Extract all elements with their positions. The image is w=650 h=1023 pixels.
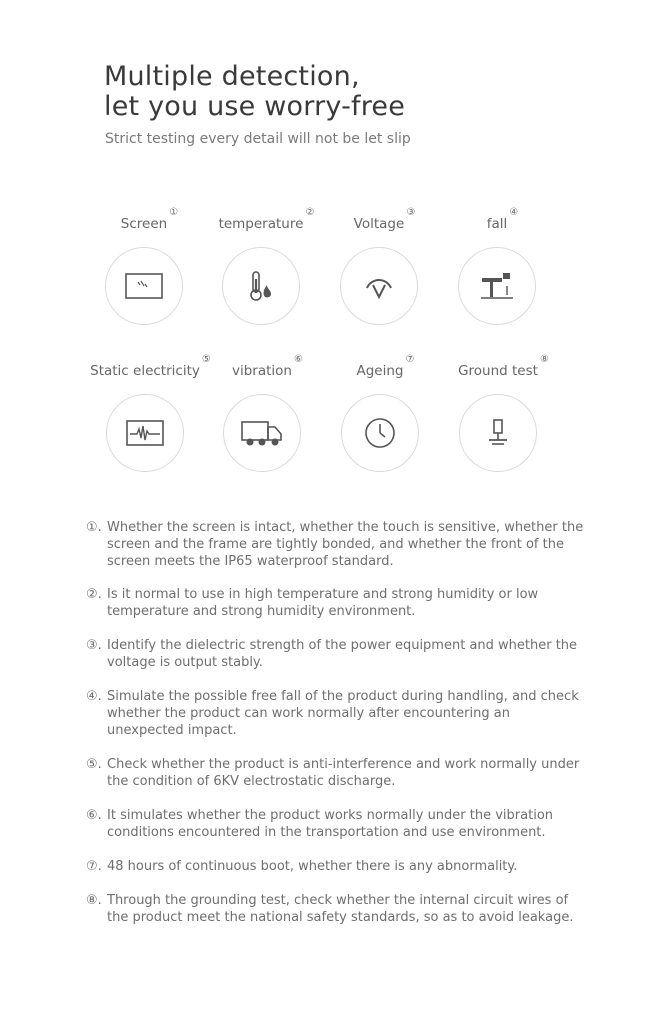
ground-icon <box>459 394 537 472</box>
voltage-icon <box>340 247 418 325</box>
description-mark: ④. <box>86 689 102 704</box>
test-number: ② <box>305 207 315 218</box>
description-item <box>86 756 586 790</box>
test-number: ④ <box>509 207 519 218</box>
test-label: Screen <box>120 216 168 232</box>
test-label: Voltage <box>353 216 405 232</box>
description-mark: ⑤. <box>86 757 102 772</box>
test-label: fall <box>486 216 508 232</box>
test-number: ⑥ <box>294 354 303 365</box>
description-item <box>86 519 586 570</box>
description-item <box>86 858 586 875</box>
description-mark: ①. <box>86 520 102 535</box>
headline <box>104 62 405 122</box>
headline-line-1: Multiple detection, <box>104 61 360 92</box>
description-text: Is it normal to use in high temperature and strong humidity or low temperature and strong humidity environment. <box>107 587 539 619</box>
test-number: ③ <box>406 207 416 218</box>
subtitle: Strict testing every detail will not be let slip <box>105 131 411 147</box>
description-item <box>86 688 586 739</box>
description-text: It simulates whether the product works normally under the vibration conditions encountered in the transportation and use environment. <box>107 808 554 840</box>
description-text: Identify the dielectric strength of the power equipment and whether the voltage is output stably. <box>107 638 578 670</box>
static-wave-icon <box>106 394 184 472</box>
description-text: Through the grounding test, check whether the internal circuit wires of the product meet the national safety standards, so as to avoid leakage. <box>107 893 574 925</box>
test-label: temperature <box>218 216 304 232</box>
test-number: ① <box>169 207 179 218</box>
test-label: Ground test <box>458 363 538 379</box>
description-text: Whether the screen is intact, whether the touch is sensitive, whether the screen and the frame are tightly bonded, and whether the front of the screen meets the IP65 waterproof standard. <box>107 520 584 569</box>
description-text: Simulate the possible free fall of the product during handling, and check whether the product can work normally after encountering an unexpected impact. <box>107 689 579 738</box>
truck-icon <box>223 394 301 472</box>
screen-icon <box>105 247 183 325</box>
description-mark: ⑥. <box>86 808 102 823</box>
test-number: ⑧ <box>539 354 549 365</box>
fall-icon <box>458 247 536 325</box>
test-label: vibration <box>232 363 292 379</box>
test-number: ⑤ <box>201 354 211 365</box>
description-mark: ⑧. <box>86 893 102 908</box>
description-mark: ⑦. <box>86 859 102 874</box>
description-list <box>86 519 586 926</box>
description-text: 48 hours of continuous boot, whether there is any abnormality. <box>107 859 518 874</box>
description-mark: ②. <box>86 587 102 602</box>
test-number: ⑦ <box>405 354 415 365</box>
description-item <box>86 807 586 841</box>
test-label: Static electricity <box>90 363 200 379</box>
description-item <box>86 892 586 926</box>
headline-line-2: let you use worry-free <box>104 91 406 122</box>
description-item <box>86 586 586 620</box>
description-item <box>86 637 586 671</box>
clock-icon <box>341 394 419 472</box>
thermometer-icon <box>222 247 300 325</box>
test-label: Ageing <box>356 363 404 379</box>
description-text: Check whether the product is anti-interference and work normally under the condition of 6KV electrostatic discharge. <box>107 757 580 789</box>
description-mark: ③. <box>86 638 102 653</box>
